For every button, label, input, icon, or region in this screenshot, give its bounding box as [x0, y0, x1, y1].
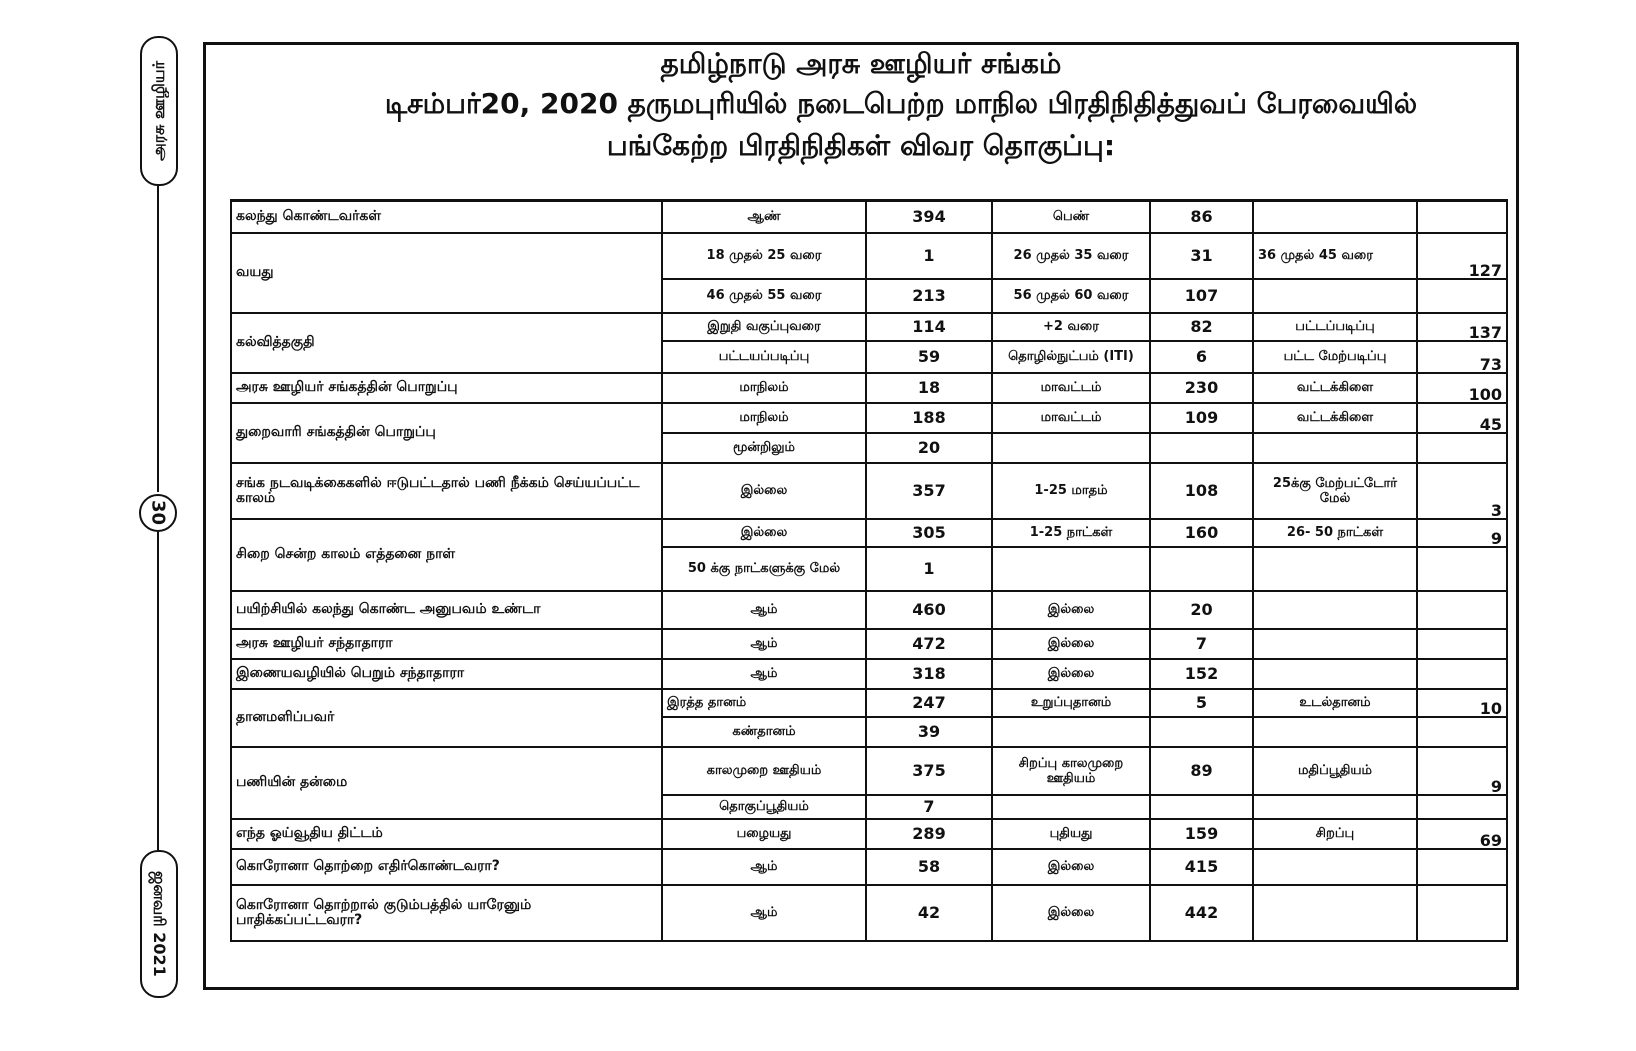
table-row	[231, 463, 1507, 519]
count-cell: 137	[1417, 313, 1507, 341]
empty-cell	[1253, 279, 1417, 313]
answer-label: மாநிலம்	[662, 403, 866, 433]
question-cell: பணியின் தன்மை	[231, 747, 662, 819]
table-row	[231, 689, 1507, 717]
magazine-name: அரசு ஊழியர்	[149, 60, 168, 162]
empty-cell	[1417, 433, 1507, 463]
table-row	[231, 591, 1507, 629]
question-cell: எந்த ஓய்வூதிய திட்டம்	[231, 819, 662, 849]
answer-label: இல்லை	[992, 629, 1150, 659]
count-cell: 58	[866, 849, 992, 885]
count-cell: 127	[1417, 233, 1507, 279]
count-cell: 100	[1417, 373, 1507, 403]
count-cell: 82	[1150, 313, 1253, 341]
page-number: 30	[147, 500, 169, 526]
table-row	[231, 629, 1507, 659]
answer-label: புதியது	[992, 819, 1150, 849]
answer-label: மாநிலம்	[662, 373, 866, 403]
count-cell: 318	[866, 659, 992, 689]
count-cell: 31	[1150, 233, 1253, 279]
answer-label: இல்லை	[992, 849, 1150, 885]
count-cell: 20	[866, 433, 992, 463]
answer-label: பெண்	[992, 201, 1150, 233]
question-cell: இணையவழியில் பெறும் சந்தாதாரா	[231, 659, 662, 689]
empty-cell	[1150, 547, 1253, 591]
empty-cell	[1253, 849, 1417, 885]
answer-label: ஆம்	[662, 629, 866, 659]
count-cell: 7	[1150, 629, 1253, 659]
answer-label: பட்டப்படிப்பு	[1253, 313, 1417, 341]
count-cell: 247	[866, 689, 992, 717]
question-cell: சங்க நடவடிக்கைகளில் ஈடுபட்டதால் பணி நீக்கம் செய்யப்பட்ட காலம்	[231, 463, 662, 519]
answer-label: இல்லை	[992, 885, 1150, 941]
empty-cell	[1253, 433, 1417, 463]
answer-label: இல்லை	[662, 463, 866, 519]
count-cell: 114	[866, 313, 992, 341]
question-cell: அரசு ஊழியர் சந்தாதாரா	[231, 629, 662, 659]
answer-label: பட்டயப்படிப்பு	[662, 341, 866, 373]
count-cell: 89	[1150, 747, 1253, 795]
answer-label: வட்டக்கிளை	[1253, 403, 1417, 433]
answer-label: 1-25 நாட்கள்	[992, 519, 1150, 547]
answer-label: 46 முதல் 55 வரை	[662, 279, 866, 313]
empty-cell	[992, 433, 1150, 463]
table-row	[231, 819, 1507, 849]
count-cell: 107	[1150, 279, 1253, 313]
count-cell: 1	[866, 233, 992, 279]
count-cell: 394	[866, 201, 992, 233]
table-row	[231, 849, 1507, 885]
answer-label: இல்லை	[662, 519, 866, 547]
answer-label: வட்டக்கிளை	[1253, 373, 1417, 403]
empty-cell	[1253, 591, 1417, 629]
question-cell: துறைவாரி சங்கத்தின் பொறுப்பு	[231, 403, 662, 463]
question-cell: பயிற்சியில் கலந்து கொண்ட அனுபவம் உண்டா	[231, 591, 662, 629]
empty-cell	[1253, 717, 1417, 747]
empty-cell	[1417, 659, 1507, 689]
empty-cell	[1417, 795, 1507, 819]
answer-label: இல்லை	[992, 591, 1150, 629]
empty-cell	[1150, 717, 1253, 747]
table-row	[231, 373, 1507, 403]
question-cell: வயது	[231, 233, 662, 313]
question-cell: சிறை சென்ற காலம் எத்தனை நாள்	[231, 519, 662, 591]
answer-label: தொழில்நுட்பம் (ITI)	[992, 341, 1150, 373]
answer-label: பட்ட மேற்படிப்பு	[1253, 341, 1417, 373]
margin-line	[157, 532, 159, 850]
empty-cell	[1417, 591, 1507, 629]
empty-cell	[1417, 717, 1507, 747]
answer-label: 36 முதல் 45 வரை	[1253, 233, 1417, 279]
answer-label: 56 முதல் 60 வரை	[992, 279, 1150, 313]
table-row	[231, 313, 1507, 341]
table-row	[231, 885, 1507, 941]
margin-strip	[140, 36, 176, 994]
question-cell: கொரோனா தொற்றை எதிர்கொண்டவரா?	[231, 849, 662, 885]
answer-label: ஆண்	[662, 201, 866, 233]
answer-label: 26 முதல் 35 வரை	[992, 233, 1150, 279]
empty-cell	[1417, 201, 1507, 233]
answer-label: தொகுப்பூதியம்	[662, 795, 866, 819]
count-cell: 159	[1150, 819, 1253, 849]
count-cell: 375	[866, 747, 992, 795]
count-cell: 9	[1417, 519, 1507, 547]
page-number-badge	[139, 494, 177, 532]
answer-label: காலமுறை ஊதியம்	[662, 747, 866, 795]
count-cell: 415	[1150, 849, 1253, 885]
survey-table	[230, 199, 1508, 942]
answer-label: மூன்றிலும்	[662, 433, 866, 463]
title-line-1: தமிழ்நாடு அரசு ஊழியர் சங்கம்	[660, 47, 1062, 80]
count-cell: 3	[1417, 463, 1507, 519]
margin-line	[157, 184, 159, 492]
answer-label: ஆம்	[662, 659, 866, 689]
answer-label: ஆம்	[662, 591, 866, 629]
answer-label: ஆம்	[662, 885, 866, 941]
count-cell: 213	[866, 279, 992, 313]
count-cell: 6	[1150, 341, 1253, 373]
empty-cell	[1253, 795, 1417, 819]
answer-label: 1-25 மாதம்	[992, 463, 1150, 519]
empty-cell	[992, 795, 1150, 819]
count-cell: 86	[1150, 201, 1253, 233]
count-cell: 230	[1150, 373, 1253, 403]
count-cell: 69	[1417, 819, 1507, 849]
count-cell: 42	[866, 885, 992, 941]
answer-label: +2 வரை	[992, 313, 1150, 341]
answer-label: கண்தானம்	[662, 717, 866, 747]
answer-label: பழையது	[662, 819, 866, 849]
empty-cell	[1253, 201, 1417, 233]
table-row	[231, 201, 1507, 233]
answer-label: இரத்த தானம்	[662, 689, 866, 717]
table-row	[231, 233, 1507, 279]
content-frame	[203, 42, 1519, 990]
title-line-2: டிசம்பர்20, 2020 தருமபுரியில் நடைபெற்ற மாநில பிரதிநிதித்துவப் பேரவையில்	[384, 87, 1418, 120]
question-cell: அரசு ஊழியர் சங்கத்தின் பொறுப்பு	[231, 373, 662, 403]
empty-cell	[1417, 547, 1507, 591]
table-row	[231, 747, 1507, 795]
count-cell: 9	[1417, 747, 1507, 795]
count-cell: 289	[866, 819, 992, 849]
count-cell: 73	[1417, 341, 1507, 373]
count-cell: 152	[1150, 659, 1253, 689]
empty-cell	[992, 547, 1150, 591]
count-cell: 45	[1417, 403, 1507, 433]
answer-label: உடல்தானம்	[1253, 689, 1417, 717]
answer-label: சிறப்பு காலமுறை ஊதியம்	[992, 747, 1150, 795]
empty-cell	[1253, 659, 1417, 689]
answer-label: ஆம்	[662, 849, 866, 885]
empty-cell	[1417, 629, 1507, 659]
issue-date-tab	[140, 850, 178, 998]
title-line-3: பங்கேற்ற பிரதிநிதிகள் விவர தொகுப்பு:	[606, 129, 1116, 162]
empty-cell	[1253, 629, 1417, 659]
count-cell: 109	[1150, 403, 1253, 433]
count-cell: 5	[1150, 689, 1253, 717]
issue-date: ஜனவரி 2021	[150, 871, 169, 977]
count-cell: 1	[866, 547, 992, 591]
question-cell: கல்வித்தகுதி	[231, 313, 662, 373]
count-cell: 357	[866, 463, 992, 519]
count-cell: 305	[866, 519, 992, 547]
table-row	[231, 403, 1507, 433]
answer-label: இல்லை	[992, 659, 1150, 689]
answer-label: 26- 50 நாட்கள்	[1253, 519, 1417, 547]
count-cell: 20	[1150, 591, 1253, 629]
empty-cell	[1417, 849, 1507, 885]
answer-label: மதிப்பூதியம்	[1253, 747, 1417, 795]
count-cell: 10	[1417, 689, 1507, 717]
count-cell: 18	[866, 373, 992, 403]
empty-cell	[1253, 885, 1417, 941]
answer-label: மாவட்டம்	[992, 403, 1150, 433]
count-cell: 160	[1150, 519, 1253, 547]
question-cell: கொரோனா தொற்றால் குடும்பத்தில் யாரேனும் பாதிக்கப்பட்டவரா?	[231, 885, 662, 941]
answer-label: உறுப்புதானம்	[992, 689, 1150, 717]
question-cell: கலந்து கொண்டவர்கள்	[231, 201, 662, 233]
empty-cell	[1150, 795, 1253, 819]
answer-label: 18 முதல் 25 வரை	[662, 233, 866, 279]
answer-label: இறுதி வகுப்புவரை	[662, 313, 866, 341]
table-row	[231, 659, 1507, 689]
count-cell: 39	[866, 717, 992, 747]
answer-label: சிறப்பு	[1253, 819, 1417, 849]
count-cell: 188	[866, 403, 992, 433]
count-cell: 472	[866, 629, 992, 659]
empty-cell	[1150, 433, 1253, 463]
question-cell: தானமளிப்பவர்	[231, 689, 662, 747]
count-cell: 108	[1150, 463, 1253, 519]
answer-label: 50 க்கு நாட்களுக்கு மேல்	[662, 547, 866, 591]
count-cell: 442	[1150, 885, 1253, 941]
count-cell: 59	[866, 341, 992, 373]
answer-label: 25க்கு மேற்பட்டோர் மேல்	[1253, 463, 1417, 519]
empty-cell	[1417, 279, 1507, 313]
answer-label: மாவட்டம்	[992, 373, 1150, 403]
empty-cell	[992, 717, 1150, 747]
count-cell: 7	[866, 795, 992, 819]
empty-cell	[1253, 547, 1417, 591]
count-cell: 460	[866, 591, 992, 629]
table-row	[231, 519, 1507, 547]
magazine-name-tab	[140, 36, 178, 186]
empty-cell	[1417, 885, 1507, 941]
